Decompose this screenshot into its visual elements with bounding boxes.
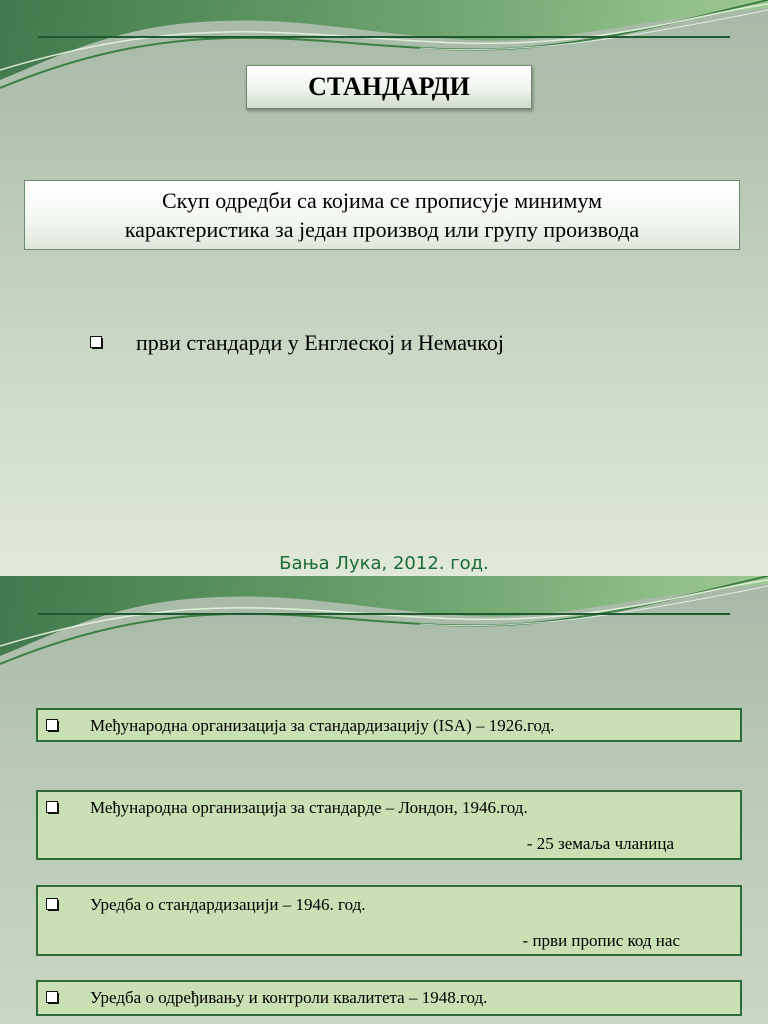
item-subtext: - 25 земаља чланица	[526, 834, 674, 853]
item-text: Уредба о стандардизацији – 1946. год.	[90, 895, 366, 914]
header-rule	[38, 613, 730, 615]
slide-2	[0, 576, 768, 1024]
definition-line: карактеристика за један производ или групу производа	[124, 217, 640, 242]
footer-location: Бања Лука, 2012. год.	[279, 553, 489, 574]
checkbox-bullet-icon	[46, 719, 60, 733]
checkbox-bullet-icon	[90, 336, 104, 350]
list-item	[36, 708, 742, 742]
definition-box	[24, 180, 740, 250]
checkbox-bullet-icon	[46, 991, 60, 1005]
decorative-swoosh	[0, 576, 768, 686]
header-rule	[38, 36, 730, 38]
list-item	[36, 980, 742, 1016]
definition-line: Скуп одредби са којима се прописује минимум	[161, 188, 603, 213]
item-text: Уредба о одређивању и контроли квалитета – 1948.год.	[90, 988, 488, 1007]
item-text: Међународна организација за стандарде – Лондон, 1946.год.	[90, 798, 528, 817]
list-item	[36, 790, 742, 860]
item-text: Међународна организација за стандардизацију (ISA) – 1926.год.	[90, 716, 555, 735]
bullet-text: први стандарди у Енглеској и Немачкој	[136, 330, 504, 355]
list-item	[36, 885, 742, 956]
slide-title: СТАНДАРДИ	[246, 65, 532, 109]
checkbox-bullet-icon	[46, 801, 60, 815]
item-subtext: - први пропис код нас	[522, 931, 680, 950]
checkbox-bullet-icon	[46, 898, 60, 912]
bullet-item	[90, 330, 504, 356]
